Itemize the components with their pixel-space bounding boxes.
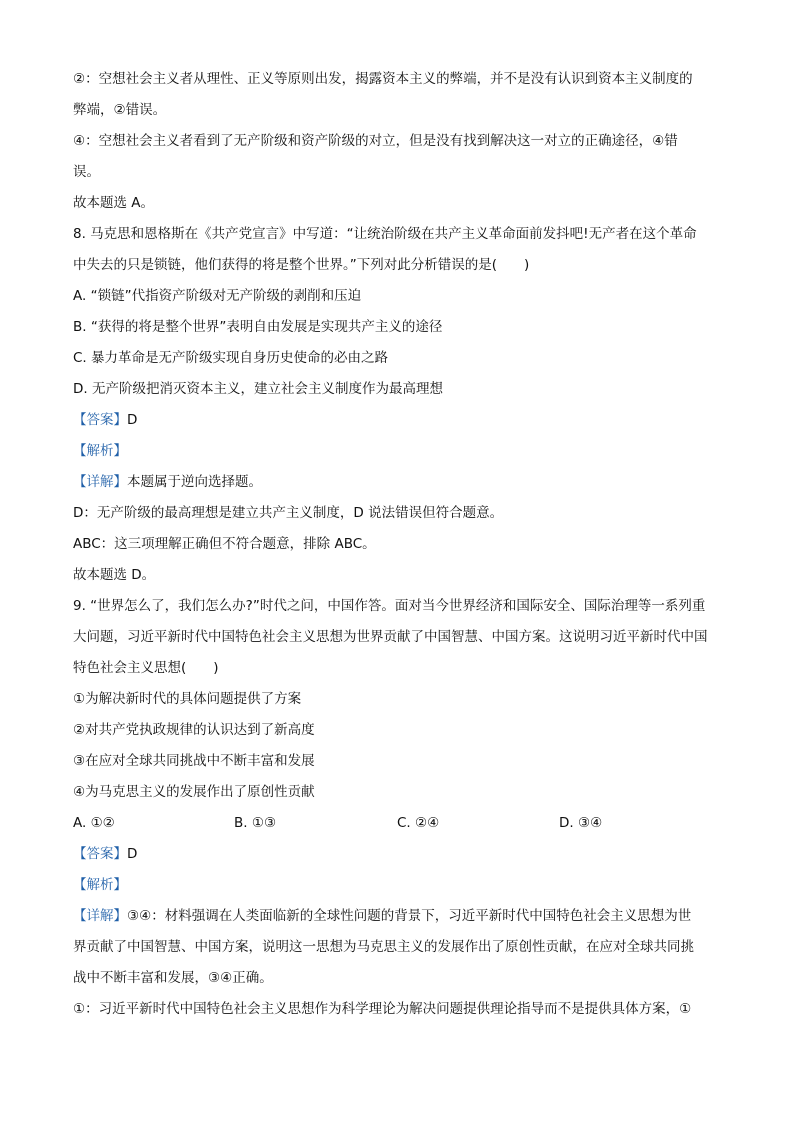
q9-choice-b: B. ①③ — [234, 815, 277, 831]
answer-value: D — [127, 846, 138, 862]
q9-stem-line-1: 9. “世界怎么了，我们怎么办?”时代之问，中国作答。面对当今世界经济和国际安全、国际治理等一系列重 — [73, 598, 706, 614]
q9-analysis — [73, 870, 725, 901]
q7-explanation-line-1: ②：空想社会主义者从理性、正义等原则出发，揭露资本主义的弊端，并不是没有认识到资本主义制度的 — [73, 71, 693, 87]
q8-explanation-d: D：无产阶级的最高理想是建立共产主义制度，D 说法错误但符合题意。 — [73, 505, 504, 521]
q7-explanation-line-3: ④：空想社会主义者看到了无产阶级和资产阶级的对立，但是没有找到解决这一对立的正确途径，④错 — [73, 133, 678, 149]
q9-choices — [73, 808, 725, 839]
q7-conclusion: 故本题选 A。 — [73, 195, 155, 211]
q7-explanation-line-2: 弊端，②错误。 — [73, 102, 167, 118]
q9-item-4: ④为马克思主义的发展作出了原创性贡献 — [73, 784, 315, 800]
q8-option-d: D. 无产阶级把消灭资本主义，建立社会主义制度作为最高理想 — [73, 381, 443, 397]
q9-item-3: ③在应对全球共同挑战中不断丰富和发展 — [73, 753, 315, 769]
answer-value: D — [127, 412, 138, 428]
detail-text: 本题属于逆向选择题。 — [127, 474, 262, 490]
detail-tag: 【详解】 — [73, 908, 127, 924]
detail-text: ③④：材料强调在人类面临新的全球性问题的背景下，习近平新时代中国特色社会主义思想为世 — [127, 908, 692, 924]
q9-item-1: ①为解决新时代的具体问题提供了方案 — [73, 691, 302, 707]
q8-stem-line-1: 8. 马克思和恩格斯在《共产党宣言》中写道：“让统治阶级在共产主义革命面前发抖吧!无产者在这个革命 — [73, 226, 697, 242]
answer-tag: 【答案】 — [73, 846, 127, 862]
q8-explanation-abc: ABC：这三项理解正确但不符合题意，排除 ABC。 — [73, 536, 376, 552]
q8-stem-line-2: 中失去的只是锁链，他们获得的将是整个世界。”下列对此分析错误的是( ) — [73, 257, 530, 273]
q9-stem-line-2: 大问题，习近平新时代中国特色社会主义思想为世界贡献了中国智慧、中国方案。这说明习近平新时代中国 — [73, 629, 708, 645]
q9-choice-a: A. ①② — [73, 815, 115, 831]
q8-analysis — [73, 436, 725, 467]
q9-choice-d: D. ③④ — [559, 815, 603, 831]
q9-detail-line-2: 界贡献了中国智慧、中国方案，说明这一思想为马克思主义的发展作出了原创性贡献，在应对全球共同挑 — [73, 939, 694, 955]
answer-tag: 【答案】 — [73, 412, 127, 428]
q8-option-b: B. “获得的将是整个世界”表明自由发展是实现共产主义的途径 — [73, 319, 443, 335]
q9-answer — [73, 839, 725, 870]
q9-detail-line-1 — [73, 901, 725, 932]
detail-tag: 【详解】 — [73, 474, 127, 490]
analysis-tag: 【解析】 — [73, 877, 127, 893]
q8-detail — [73, 467, 725, 498]
q8-answer — [73, 405, 725, 436]
document-page — [73, 64, 725, 1025]
q8-option-a: A. “锁链”代指资产阶级对无产阶级的剥削和压迫 — [73, 288, 362, 304]
q8-option-c: C. 暴力革命是无产阶级实现自身历史使命的必由之路 — [73, 350, 389, 366]
q9-choice-c: C. ②④ — [397, 815, 440, 831]
analysis-tag: 【解析】 — [73, 443, 127, 459]
q8-conclusion: 故本题选 D。 — [73, 567, 156, 583]
q9-detail-line-4: ①：习近平新时代中国特色社会主义思想作为科学理论为解决问题提供理论指导而不是提供具体方案，① — [73, 1001, 692, 1017]
q9-item-2: ②对共产党执政规律的认识达到了新高度 — [73, 722, 315, 738]
q9-detail-line-3: 战中不断丰富和发展，③④正确。 — [73, 970, 273, 986]
q7-explanation-line-4: 误。 — [73, 164, 100, 180]
q9-stem-line-3: 特色社会主义思想( ) — [73, 660, 219, 676]
